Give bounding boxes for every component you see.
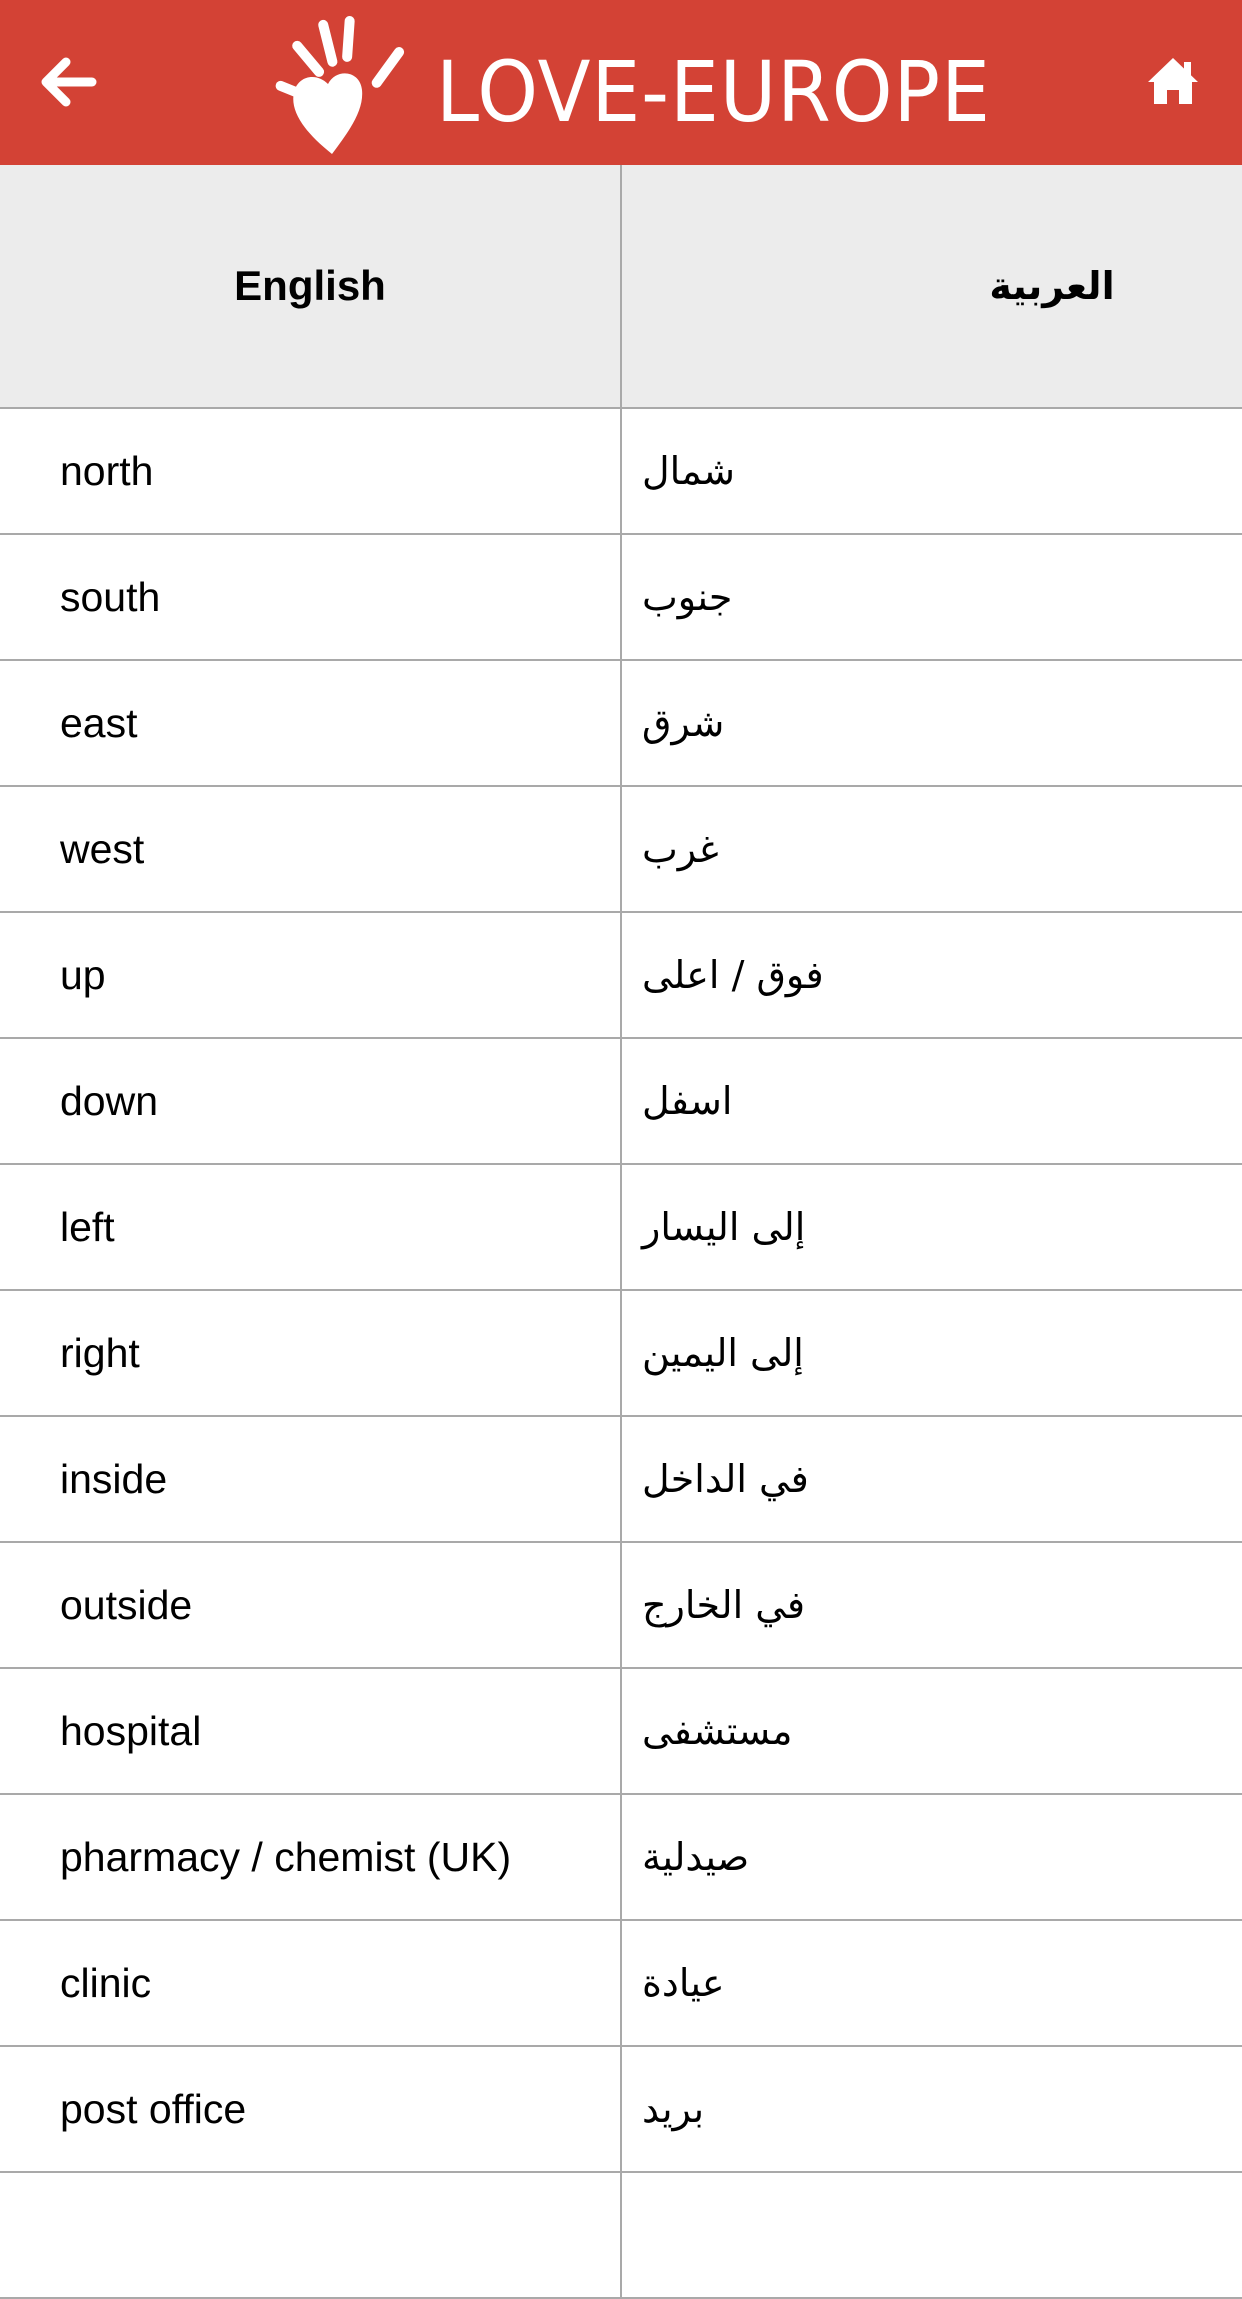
english-word: right bbox=[60, 1329, 140, 1376]
column-divider bbox=[620, 913, 622, 1037]
table-row[interactable] bbox=[0, 1795, 1242, 1921]
back-button[interactable] bbox=[40, 52, 100, 112]
table-row[interactable] bbox=[0, 535, 1242, 661]
table-row[interactable] bbox=[0, 913, 1242, 1039]
english-word: post office bbox=[60, 2085, 247, 2132]
table-row[interactable] bbox=[0, 409, 1242, 535]
arrow-left-icon bbox=[40, 52, 100, 112]
arabic-word: شرق bbox=[642, 701, 725, 745]
table-body bbox=[0, 409, 1242, 2299]
table-row[interactable] bbox=[0, 1039, 1242, 1165]
column-divider bbox=[620, 535, 622, 659]
arabic-word: إلى اليسار bbox=[642, 1205, 806, 1249]
hand-heart-logo-icon bbox=[262, 12, 412, 157]
english-word bbox=[60, 2173, 610, 2297]
home-button[interactable] bbox=[1146, 56, 1200, 106]
arabic-word: جنوب bbox=[642, 575, 733, 619]
english-word: down bbox=[60, 1077, 159, 1124]
table-row[interactable] bbox=[0, 661, 1242, 787]
table-row[interactable] bbox=[0, 787, 1242, 913]
column-divider bbox=[620, 2047, 622, 2171]
arabic-word bbox=[642, 2173, 1182, 2297]
column-header-arabic: العربية bbox=[989, 264, 1115, 308]
table-row[interactable] bbox=[0, 2047, 1242, 2173]
english-word: pharmacy / chemist (UK) bbox=[60, 1833, 512, 1880]
english-word: east bbox=[60, 699, 138, 746]
arabic-word: في الخارج bbox=[642, 1583, 806, 1627]
arabic-word: شمال bbox=[642, 449, 735, 493]
table-header bbox=[0, 165, 1242, 409]
column-divider bbox=[620, 2173, 622, 2297]
table-row[interactable] bbox=[0, 1921, 1242, 2047]
column-divider bbox=[620, 1669, 622, 1793]
english-word: inside bbox=[60, 1455, 168, 1502]
column-divider bbox=[620, 409, 622, 533]
column-divider bbox=[620, 1921, 622, 2045]
column-divider bbox=[620, 1291, 622, 1415]
column-divider bbox=[620, 1039, 622, 1163]
column-divider bbox=[620, 1795, 622, 1919]
arabic-word: مستشفى bbox=[642, 1709, 793, 1753]
column-divider bbox=[620, 787, 622, 911]
arabic-word: بريد bbox=[642, 2087, 705, 2131]
arabic-word: إلى اليمين bbox=[642, 1331, 804, 1375]
english-word: clinic bbox=[60, 1959, 152, 2006]
english-word: west bbox=[60, 825, 145, 872]
phrase-table bbox=[0, 165, 1242, 2299]
english-word: up bbox=[60, 951, 106, 998]
arabic-word: في الداخل bbox=[642, 1457, 809, 1501]
table-row[interactable] bbox=[0, 2173, 1242, 2299]
column-header-english: English bbox=[234, 262, 386, 309]
table-row[interactable] bbox=[0, 1417, 1242, 1543]
arabic-word: اسفل bbox=[642, 1079, 733, 1123]
table-row[interactable] bbox=[0, 1291, 1242, 1417]
brand-logo[interactable] bbox=[262, 12, 1002, 157]
arabic-word: صيدلية bbox=[642, 1835, 750, 1879]
english-word: hospital bbox=[60, 1707, 202, 1754]
english-word: left bbox=[60, 1203, 115, 1250]
app-header bbox=[0, 0, 1242, 165]
table-row[interactable] bbox=[0, 1543, 1242, 1669]
brand-name: LOVE-EUROPE bbox=[436, 43, 991, 141]
column-divider bbox=[620, 1165, 622, 1289]
table-row[interactable] bbox=[0, 1165, 1242, 1291]
arabic-word: غرب bbox=[642, 827, 719, 871]
column-divider bbox=[620, 1543, 622, 1667]
arabic-word: عيادة bbox=[642, 1961, 725, 2005]
home-icon bbox=[1146, 56, 1200, 106]
column-divider bbox=[620, 1417, 622, 1541]
english-word: north bbox=[60, 447, 154, 494]
table-row[interactable] bbox=[0, 1669, 1242, 1795]
english-word: outside bbox=[60, 1581, 193, 1628]
column-divider bbox=[620, 661, 622, 785]
arabic-word: فوق / اعلى bbox=[642, 953, 824, 997]
english-word: south bbox=[60, 573, 161, 620]
